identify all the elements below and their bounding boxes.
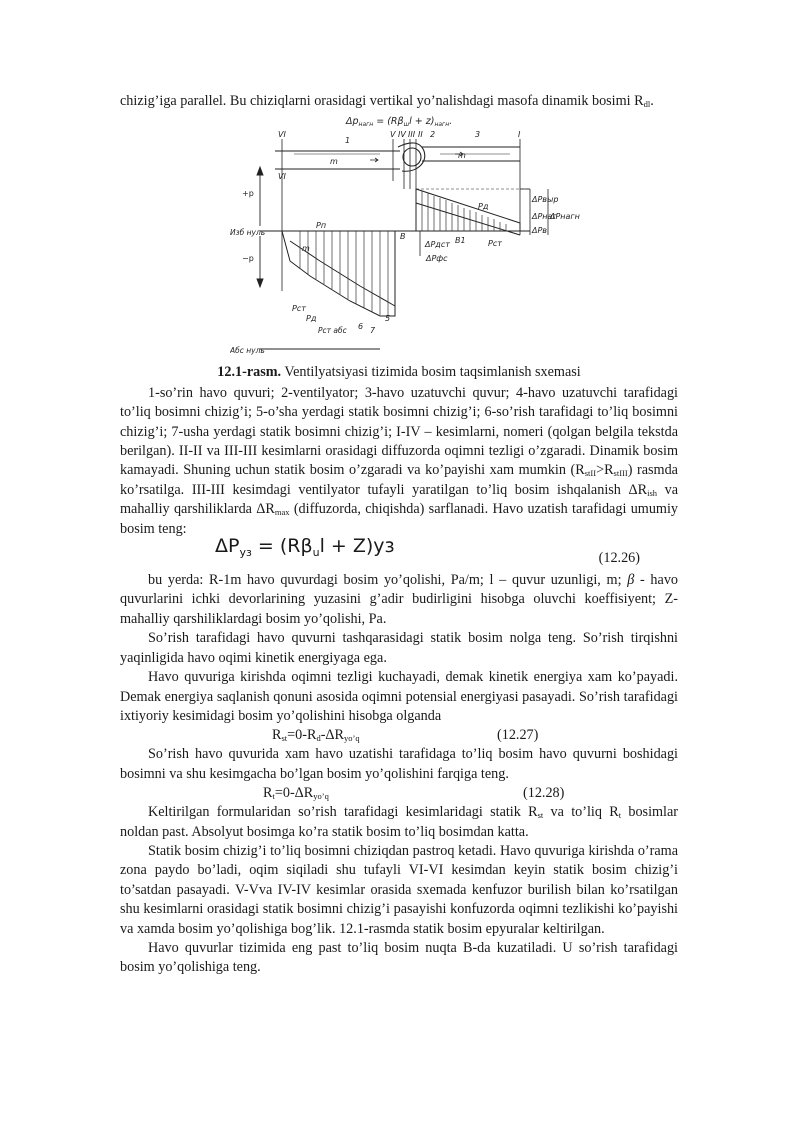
minus-p-label: −p <box>242 254 254 264</box>
label-dp-vyp: ΔPвыр <box>532 195 559 205</box>
label-dp-sum: ΔPв <box>532 226 548 236</box>
pressure-axis <box>257 167 263 287</box>
static-line-paragraph: Statik bosim chizig’i to’liq bosimni chiziqdan pastroq ketadi. Havo quvuriga kirishda o’rama zona paydo bo’ladi, oqim siqiladi shu tufayli VI-VI kesimdan keyin statik bosim chizig’i to’satdan pasayadi. V-Vva IV-IV kesimlar orasida sxemada kenfuzor burilish bilan ko’rsatilgan shu kesimlarni orasidagi statik bosimni chizig’i pasayishi konfuzorda oqimni tezlikishi ko’payishi va xamda bosim yo’qolishiga bog’lik. 12.1-rasmda statik bosim epyuralar keltirilgan. <box>120 842 678 937</box>
label-mk: m <box>458 151 466 161</box>
label-m: m <box>330 157 338 167</box>
equation-12-27 <box>120 726 678 745</box>
equation-12-26 <box>120 535 678 571</box>
label-n5: 5 <box>385 314 391 324</box>
equation-12-28 <box>120 784 678 803</box>
equation-12-28-number: (12.28) <box>523 785 565 802</box>
label-dp-dinst: ΔPдст <box>425 240 450 250</box>
equation-12-26-formula: $\Delta P_{уз} = (R\beta_ul + Z)уз$ <box>215 535 395 560</box>
equation-12-26-number: (12.26) <box>598 550 640 567</box>
total-pressure-paragraph: So’rish havo quvurida xam havo uzatishi tarafidaga to’liq bosim havo quvurni boshidagi bosimni va shu kesimgacha bo’lgan bosim yo’qolishini farqiga teng. <box>120 746 678 782</box>
label-p-st2: Pст <box>488 239 502 249</box>
label-i-top: I <box>518 130 521 140</box>
label-iv-top: IV <box>398 130 406 140</box>
label-n3: 3 <box>475 130 481 140</box>
label-n2: 2 <box>430 130 436 140</box>
label-ii-top: II <box>418 130 423 140</box>
discharge-epure <box>416 189 530 235</box>
figure-caption: 12.1-rasm. Ventilyatsiyasi tizimida bosim taqsimlanish sxemasi <box>217 364 581 381</box>
section-lines <box>282 139 520 291</box>
entry-paragraph: Havo quvuriga kirishda oqimni tezligi kuchayadi, demak kinetik energiya xam ko’payadi. Demak energiya saqlanish qonuni asosida oqimni potensial energiyasi pasayadi. So’rish tarafidagi ixtiyoriy kesimidagi bosim yo’qolishini hisobga olganda <box>120 669 678 724</box>
label-b: B <box>400 232 406 242</box>
equation-12-28-formula: $R_t=0-\Delta R_{yo’q}$ <box>263 785 329 802</box>
pressure-diagram-figure <box>120 111 678 361</box>
label-b1: B1 <box>455 236 466 246</box>
label-v-top: V <box>390 130 396 140</box>
label-iii-top: III <box>408 130 416 140</box>
equation-12-27-formula: $R_{st}=0-R_d-\Delta R_{yo’q}$ <box>272 727 360 744</box>
label-izb-nul: Изб нуль <box>230 228 266 238</box>
pressure-diagram <box>230 111 590 361</box>
equation-12-27-number: (12.27) <box>497 727 539 744</box>
page-content <box>120 92 678 978</box>
where-paragraph: bu yerda: R-1m havo quvurdagi bosim yo’qolishi, Pa/m; l – quvur uzunligi, m; β - havo quvurlarini ichki devorlarining yuzasini g’adir budirligini hisobga oluvchi koeffisiyent; Z-mahalliy qarshiliklardagi bosim yo’qolishi, Pa. <box>120 572 679 627</box>
figure-formula: $\Delta p_{нагн} = (R\beta_шl + z)_{нагн}$. <box>346 116 453 129</box>
label-p-n: Pп <box>316 221 327 231</box>
figure-labels <box>230 130 580 355</box>
label-dp-fs: ΔPфс <box>426 254 448 264</box>
top-paragraph: chizig’iga parallel. Bu chiziqlarni orasidagi vertikal yo’nalishdagi masofa dinamik bosimi $R_{dl}$. <box>120 93 654 109</box>
label-n7: 7 <box>370 326 376 336</box>
duct-pipes <box>275 143 520 171</box>
label-vi-top: VI <box>278 130 286 140</box>
label-vi-mid: VI <box>278 172 286 182</box>
last-paragraph: Havo quvurlar tizimida eng past to’liq bosim nuqta B-da kuzatiladi. U so’rish tarafidagi bosim yo’qolishiga teng. <box>120 939 678 976</box>
legend-paragraph: 1-so’rin havo quvuri; 2-ventilyator; 3-havo uzatuvchi quvur; 4-havo uzatuvchi tarafidagi to’liq bosimni chizig’i; 5-o’sha yerdagi statik bosimni chizig’i; 6-so’rish tarafidagi to’liq bosimni chizig’i; 7-usha yerdagi statik bosimni chizig’i; I-IV – kesimlarni, nomeri (qolgan belgila tekstda berilgan). II-II va III-III kesimlarni orasidagi diffuzorda oqimni tezligi o’zgaradi. Dinamik bosim kamayadi. Shuning uchun statik bosim o’zgaradi va ko’payishi xam mumkin $(R_{stII}>R_{stIII})$ rasmda ko’rsatilga. III-III kesimdagi ventilyator tufayli yaratilgan to’liq bosim ishqalanish $\Delta R_{ish}$ va mahalliy qarshiliklarda $\Delta R_{max}$ (diffuzorda, chiqishda) sarflanadi. Havo uzatish tarafidagi umumiy bosim teng: <box>120 384 678 537</box>
plus-p-label: +p <box>242 189 254 199</box>
label-abs-nul: Абс нуль <box>230 346 265 356</box>
formulas-paragraph: Keltirilgan formularidan so’rish tarafidagi kesimlaridagi statik $R_{st}$ va to’liq $R_t$ bosimlar noldan past. Absolyut bosimga ko’ra statik bosim to’liq bosimdan katta. <box>120 804 679 840</box>
label-p-d2: Pд <box>306 314 317 324</box>
label-ml: m <box>302 244 310 254</box>
label-n1: 1 <box>345 136 351 146</box>
label-n6: 6 <box>358 322 364 332</box>
label-p-d: Pд <box>478 202 489 212</box>
label-p-st: Pст <box>292 304 306 314</box>
suction-paragraph: So’rish tarafidagi havo quvurni tashqarasidagi statik bosim nolga teng. So’rish tirqishni yaqinligida havo oqimi kinetik energiyaga ega. <box>120 630 678 666</box>
label-dp-max: ΔPнагн <box>550 212 580 222</box>
label-p-st-abs: Pст абс <box>318 326 347 336</box>
label-dp-nag: ΔPнаг <box>532 212 557 222</box>
